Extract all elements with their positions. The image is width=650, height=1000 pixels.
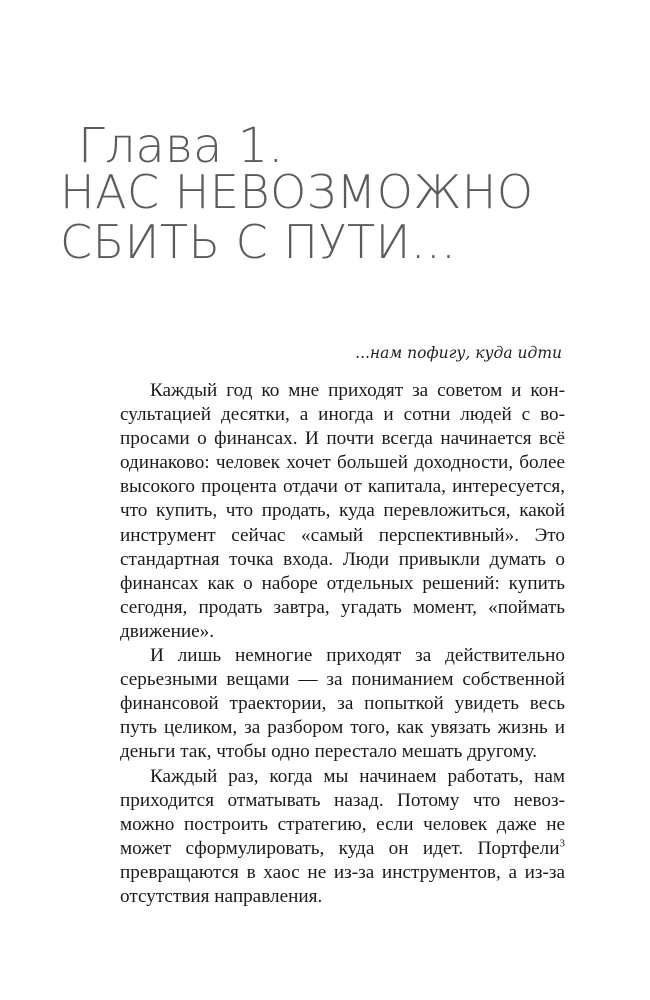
paragraph-text: Каждый раз, когда мы начинаем работать, нам приходится отматывать назад. Потому что невозможно построить стратегию, если человек даже не может сформулировать, куда он идет. Портфели	[120, 765, 565, 859]
body-text	[120, 379, 565, 909]
paragraph	[120, 765, 565, 910]
epigraph: ...нам пофигу, куда идти	[355, 344, 562, 362]
paragraph-text: превращаются в хаос не из-за инструментов, а из-за отсутствия направления.	[120, 861, 565, 907]
footnote-mark: 3	[559, 837, 565, 850]
chapter-number: Глава 1.	[78, 118, 284, 174]
chapter-title-line-2: СБИТЬ С ПУТИ...	[60, 215, 457, 269]
chapter-title-line-1: НАС НЕВОЗМОЖНО	[60, 165, 534, 219]
paragraph: И лишь немногие приходят за действительно серьезными вещами — за пониманием собственной финансовой траектории, за попыткой увидеть весь путь целиком, за разбором того, как увязать жизнь и деньги так, чтобы одно перестало мешать другому.	[120, 645, 565, 763]
paragraph: Каждый год ко мне приходят за советом и консультацией десятки, а иногда и сотни людей с вопросами о финансах. И почти всегда начинается всё одинаково: человек хочет большей доходности, более высокого процента отдачи от капитала, интересуется, что купить, что продать, куда перевложиться, какой инструмент сейчас «самый перспективный». Это стандартная точка входа. Люди привыкли думать о финансах как о наборе отдельных решений: купить сегодня, продать завтра, угадать момент, «поймать движение».	[120, 380, 565, 642]
